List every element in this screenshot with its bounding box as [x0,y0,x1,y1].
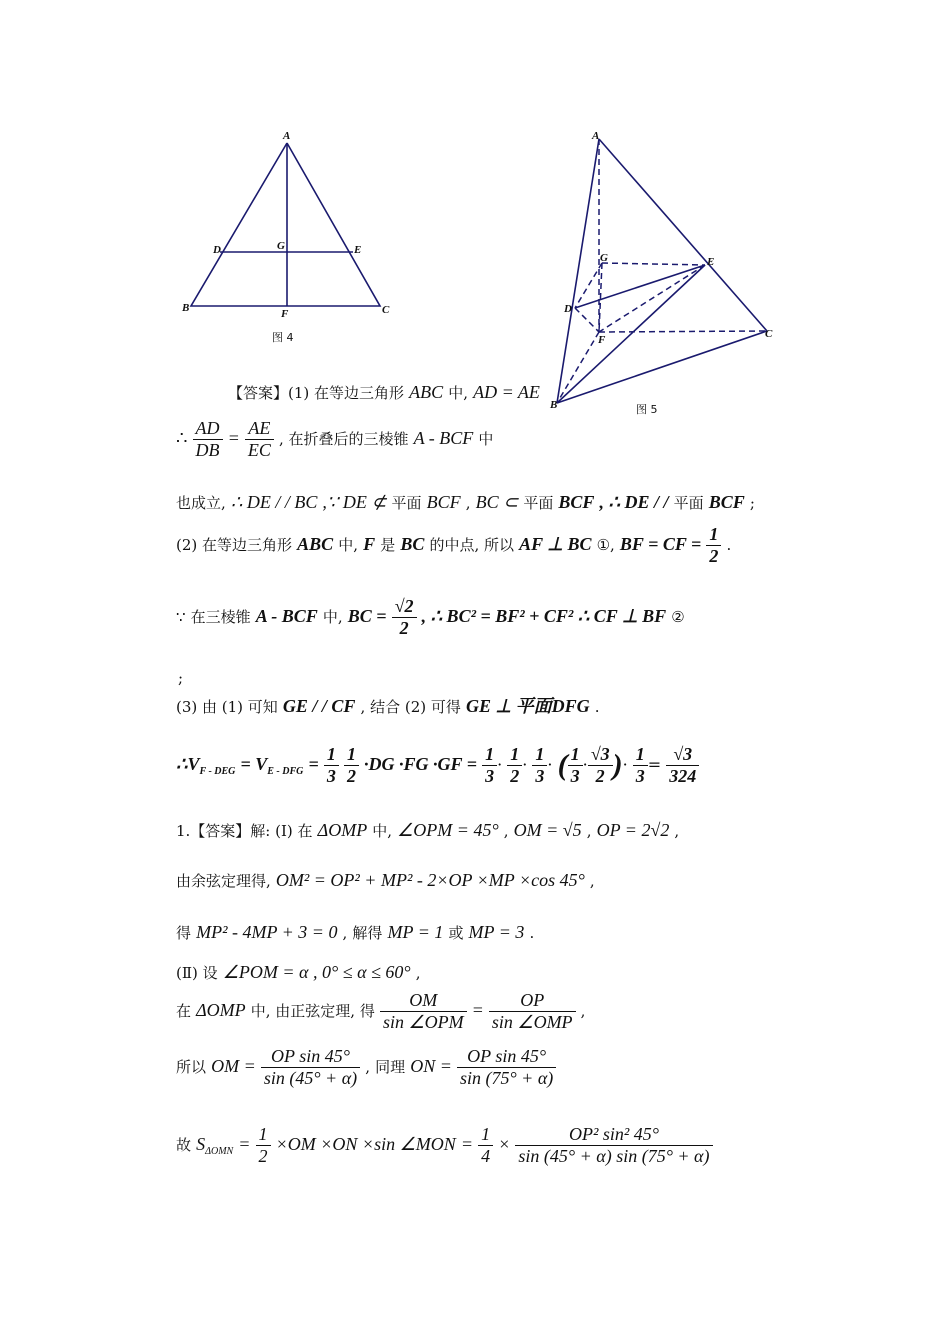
numerator: 1 [568,744,583,766]
text: 也成立, [176,494,226,512]
numerator: √2 [392,596,417,618]
fraction [633,744,648,787]
text: , [674,822,680,840]
q1-line-4 [176,962,420,983]
answer-line-8: $\therefore V_{F - DEG} = V_{E - DFG}$ = $\frac{1}{3}$ $\frac{1}{2}$ ·DG ·FG ·GF = $\frac{1}{3}$ · $\frac{1}{2}$ · $\frac{1}{3}$ · ( $\frac{1}{3}$ · $\frac{√3}{2}$ )· $\frac{1}{3}$ = $\frac{√3}{324}$ [176,744,699,787]
math: ∴V [176,754,200,774]
text: 得 [176,924,192,942]
fraction [482,744,497,787]
numerator: 1 [532,744,547,766]
denominator: sin (75° + α) [459,1068,554,1088]
numerator: OP sin 45° [457,1046,556,1068]
text: , [580,1002,586,1020]
math: OM = [211,1056,256,1076]
fraction [588,744,613,787]
denominator: 3 [485,766,495,786]
fraction [344,744,359,787]
math: , ∴ DE / / [599,492,669,512]
text: , 在折叠后的三棱锥 [279,430,409,448]
label-a: A [283,130,291,142]
numerator: 1 [507,744,522,766]
denominator: 3 [535,766,545,786]
math: MP = 3 [468,922,525,942]
numerator: √3 [588,744,613,766]
numerator: AE [245,418,274,440]
math: , ∴ BC² = BF² + CF² ∴ CF ⊥ BF [421,606,667,626]
numerator: 1 [256,1124,271,1146]
text: ; [749,494,755,512]
denominator: 3 [570,766,580,786]
triangle-abc [191,143,380,306]
denominator: 2 [510,766,520,786]
text: , [586,822,592,840]
text: 中, [322,608,343,626]
text: 或 [448,924,464,942]
answer-prefix: 【答案】(1) 在等边三角形 [228,384,405,402]
label-g: G [600,252,608,264]
denominator: 2 [346,766,356,786]
text: 平面 [391,494,422,512]
denominator: 3 [326,766,336,786]
figure-4 [170,125,410,355]
denominator: sin ∠OPM [382,1012,464,1032]
q1-line-6 [176,1046,556,1089]
label-g: G [277,240,285,252]
q1-line-1 [176,820,679,841]
figure-4-caption: 图 4 [272,331,294,344]
math: BC [400,534,425,554]
text: . [529,924,535,942]
math: GE ⊥ 平面DFG [465,696,590,716]
denominator: sin (45° + α) sin (75° + α) [518,1146,710,1166]
fraction [489,990,576,1033]
text: 中 [478,430,494,448]
math: ×OM ×ON ×sin ∠MON [275,1134,456,1154]
triangle-name: ABC [409,382,444,402]
text: ①, [596,536,615,554]
text: 故 [176,1136,192,1154]
label-b: B [550,399,558,411]
fraction [568,744,583,787]
text: 所以 [176,1058,207,1076]
answer-line-2 [176,418,493,461]
numerator: 1 [482,744,497,766]
equation: AD = AE [473,382,540,402]
math: F [363,534,376,554]
math: MP = 1 [387,922,444,942]
denominator: 2 [709,546,719,566]
fraction [261,1046,360,1089]
fraction [507,744,522,787]
figure-5 [545,125,785,425]
text: 平面 [523,494,554,512]
math: = [471,1000,484,1020]
text: 平面 [673,494,704,512]
text: 在三棱锥 [190,608,251,626]
fraction [380,990,467,1033]
text: , [415,964,421,982]
text: 同理 [375,1058,406,1076]
text: ; [178,669,184,687]
math: ∴ DE / / BC [230,492,318,512]
fraction [392,596,417,639]
math: A - BCF [255,606,318,626]
answer-line-7 [176,692,600,718]
denominator: EC [247,440,271,460]
numerator: √3 [666,744,699,766]
math: BF = CF = [619,534,702,554]
math: GE / / CF [282,696,356,716]
denominator: 324 [669,766,697,786]
subscript: E - DFG [267,766,304,778]
answer-line-3 [176,492,755,513]
math: BCF [708,492,745,512]
denominator: DB [195,440,220,460]
numerator: 1 [478,1124,493,1146]
text: (3) 由 (1) 可知 [176,698,278,716]
text: , [342,924,348,942]
math: OM² = OP² + MP² - 2×OP ×MP ×cos 45° [275,870,585,890]
numerator: 1 [324,744,339,766]
label-b: B [182,302,190,314]
denominator: sin ∠OMP [491,1012,573,1032]
q1-line-3 [176,922,534,943]
math: BC = [347,606,387,626]
math: MP² - 4MP + 3 = 0 [196,922,338,942]
fraction [256,1124,271,1167]
text: , [465,494,471,512]
denominator: 3 [635,766,645,786]
text: (2) 在等边三角形 [176,536,293,554]
fraction [532,744,547,787]
denominator: 4 [481,1146,491,1166]
therefore-symbol: ∴ [176,428,188,448]
numerator: 1 [706,524,721,546]
math: = V [240,754,268,774]
denominator: sin (45° + α) [263,1068,358,1088]
math: ABC [297,534,334,554]
label-f: F [281,308,289,320]
text: 在 [176,1002,192,1020]
text: 中, [448,384,468,402]
math: = [308,754,319,774]
math: = [460,1134,473,1154]
math: BCF [558,492,595,512]
text: . [594,698,600,716]
subscript: ΔOMN [205,1146,234,1158]
numerator: 1 [344,744,359,766]
fraction [193,418,223,461]
text: 的中点, 所以 [429,536,514,554]
fraction [706,524,721,567]
text: 由余弦定理得, [176,872,271,890]
text: 中, 由正弦定理, 得 [250,1002,375,1020]
label-e: E [354,244,362,256]
subscript: F - DEG [199,766,236,778]
because-symbol: ∵ [176,608,186,626]
math: ON = [410,1056,452,1076]
text: 解得 [352,924,383,942]
math: ΔOMP [196,1000,246,1020]
text: , [503,822,509,840]
q1-line-2 [176,870,595,891]
numerator: OM [380,990,467,1012]
text: , 结合 (2) 可得 [360,698,461,716]
label-f: F [598,334,606,346]
q1-line-5 [176,990,585,1033]
text: 1.【答案】解: (Ⅰ) 在 [176,822,313,840]
answer-line-6 [178,668,183,687]
label-c: C [765,328,773,340]
text: (Ⅱ) 设 [176,964,218,982]
math: OP = 2√2 [596,820,670,840]
denominator: 2 [258,1146,268,1166]
math: AF ⊥ BC [519,534,592,554]
math: OM = √5 [513,820,582,840]
label-c: C [382,304,390,316]
fraction [515,1124,712,1167]
text: , [589,872,595,890]
math: ·DG ·FG ·GF = [364,754,477,774]
math: BCF [426,492,461,512]
text: 中, [372,822,393,840]
text: . [726,536,732,554]
answer-line-4 [176,524,731,567]
label-e: E [707,256,715,268]
numerator: OP [489,990,576,1012]
denominator: 2 [595,766,605,786]
label-d: D [213,244,221,256]
math: ,∵ DE ⊄ [322,492,387,512]
text: 是 [380,536,396,554]
math: ΔOMP [317,820,368,840]
text: ② [671,608,685,626]
fraction [478,1124,493,1167]
pyramid-name: A - BCF [413,428,474,448]
math: ∠OPM = 45° [397,820,499,840]
label-d: D [564,303,572,315]
fraction [457,1046,556,1089]
equals: = [227,428,240,448]
math: × [498,1134,511,1154]
answer-line-1 [228,382,540,403]
numerator: AD [193,418,223,440]
numerator: 1 [633,744,648,766]
math: BC ⊂ [475,492,519,512]
label-a: A [592,130,600,142]
numerator: OP² sin² 45° [515,1124,712,1146]
q1-line-7 [176,1124,713,1167]
figure-5-caption: 图 5 [636,403,658,416]
fraction [324,744,339,787]
denominator: 2 [399,618,409,638]
text: 中, [338,536,359,554]
text: , [365,1058,371,1076]
fraction [666,744,699,787]
math: S [196,1134,206,1154]
answer-line-5 [176,596,685,639]
numerator: OP sin 45° [261,1046,360,1068]
math: ∠POM = α , 0° ≤ α ≤ 60° [222,962,411,982]
math: = [238,1134,251,1154]
fraction [245,418,274,461]
